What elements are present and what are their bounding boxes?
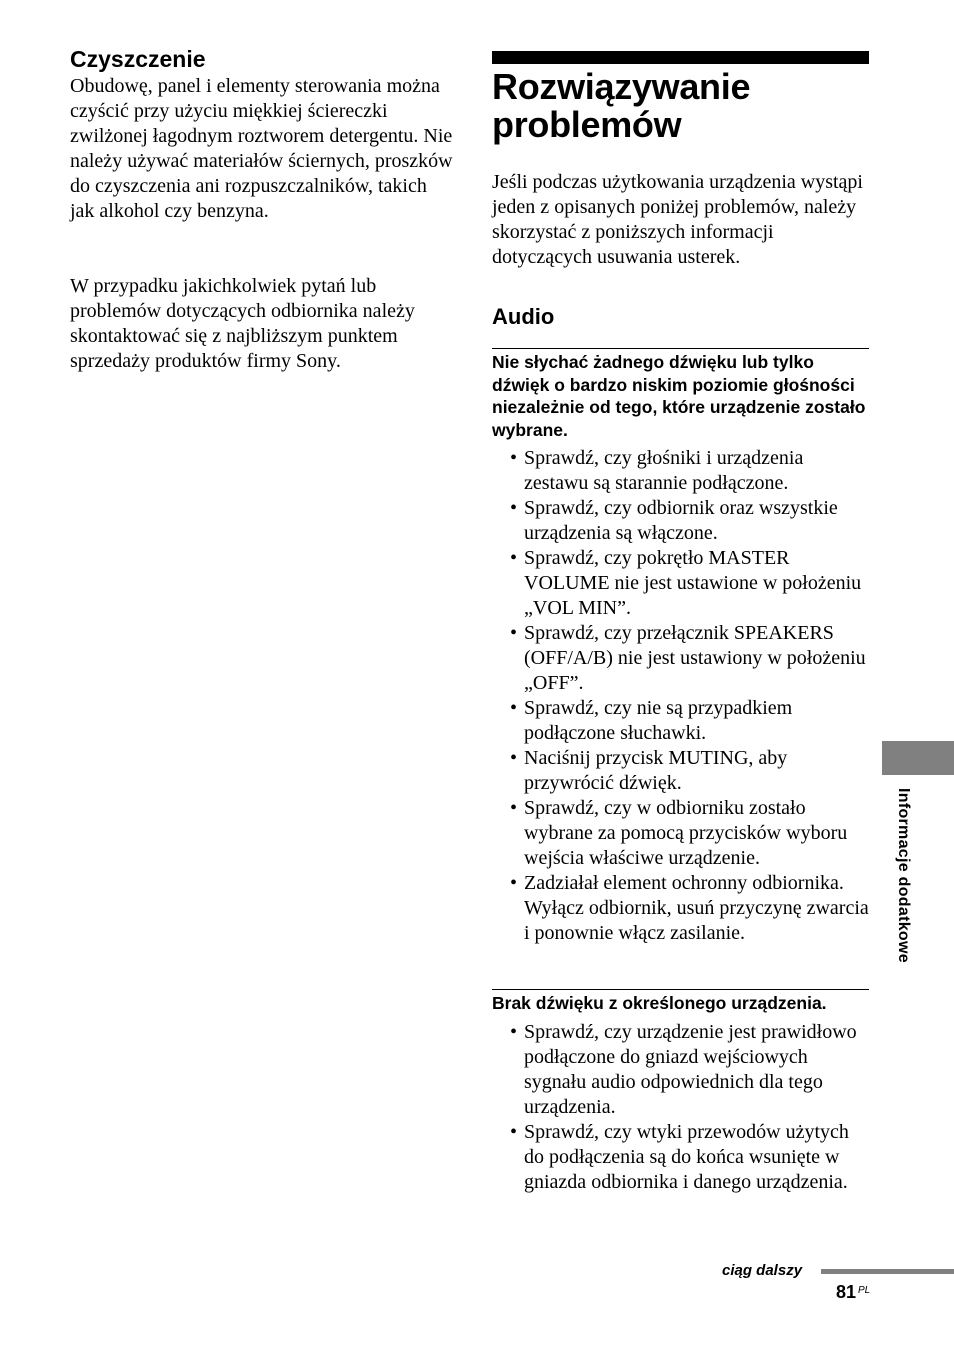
intro-paragraph: Jeśli podczas użytkowania urządzenia wystąpi jeden z opisanych poniżej problemów, należy skorzystać z poniższych informacji dotyczących usuwania usterek. <box>492 171 863 268</box>
section-heading-cleaning: Czyszczenie <box>70 46 206 72</box>
bullet-icon: • <box>510 747 518 769</box>
problem-question: Nie słychać żadnego dźwięku lub tylko dźwięk o bardzo niskim poziomie głośności niezależnie od tego, które urządzenie zostało wybrane. <box>492 352 866 440</box>
contact-paragraph: W przypadku jakichkolwiek pytań lub problemów dotyczących odbiornika należy skontaktować się z najbliższym punktem sprzedaży produktów firmy Sony. <box>70 275 415 372</box>
bullet-icon: • <box>510 872 518 894</box>
problem-section-specific-device <box>492 989 869 1195</box>
section-tab-marker <box>882 741 954 775</box>
list-item: • Sprawdź, czy odbiornik oraz wszystkie urządzenia są włączone. <box>510 497 838 544</box>
page-language-suffix: PL <box>858 1285 871 1296</box>
cleaning-paragraph: Obudowę, panel i elementy sterowania można czyścić przy użyciu miękkiej ściereczki zwilżonej łagodnym roztworem detergentu. Nie należy używać materiałów ściernych, proszków do czyszczenia ani rozpuszczalników, takich jak alkohol czy benzyna. <box>70 75 453 222</box>
subheading-audio: Audio <box>492 304 555 329</box>
list-item: • Sprawdź, czy pokrętło MASTER VOLUME nie jest ustawione w położeniu „VOL MIN”. <box>510 547 862 619</box>
page-number: 81 <box>836 1282 857 1302</box>
continued-bar-decoration <box>821 1269 954 1274</box>
continued-label: ciąg dalszy <box>722 1262 803 1279</box>
list-item: • Sprawdź, czy przełącznik SPEAKERS (OFF/A/B) nie jest ustawiony w położeniu „OFF”. <box>510 622 866 694</box>
list-item: • Sprawdź, czy nie są przypadkiem podłączone słuchawki. <box>510 697 793 744</box>
solution-list <box>492 446 869 946</box>
bullet-icon: • <box>510 622 518 644</box>
list-item: • Zadziałał element ochronny odbiornika. Wyłącz odbiornik, usuń przyczynę zwarcia i ponownie włącz zasilanie. <box>510 872 869 944</box>
bullet-icon: • <box>510 797 518 819</box>
solution-list <box>492 1020 869 1195</box>
list-item: • Sprawdź, czy głośniki i urządzenia zestawu są starannie podłączone. <box>510 447 804 494</box>
page-title-line1: Rozwiązywanie <box>492 66 751 107</box>
sidebar-section-label: Informacje dodatkowe <box>895 788 912 963</box>
bullet-icon: • <box>510 447 518 469</box>
list-item: • Naciśnij przycisk MUTING, aby przywrócić dźwięk. <box>510 747 788 794</box>
bullet-icon: • <box>510 1020 518 1043</box>
title-bar-decoration <box>492 51 869 64</box>
bullet-icon: • <box>510 697 518 719</box>
problem-section-no-sound <box>492 348 869 946</box>
page-title-line2: problemów <box>492 104 682 145</box>
list-item: • Sprawdź, czy w odbiorniku zostało wybrane za pomocą przycisków wyboru wejścia właściwe urządzenie. <box>510 797 848 869</box>
bullet-icon: • <box>510 1120 518 1143</box>
problem-question: Brak dźwięku z określonego urządzenia. <box>492 993 827 1013</box>
page-title <box>492 68 750 144</box>
bullet-icon: • <box>510 547 518 569</box>
bullet-icon: • <box>510 497 518 519</box>
list-item: • Sprawdź, czy wtyki przewodów użytych do podłączenia są do końca wsunięte w gniazda odbiornika i danego urządzenia. <box>510 1120 849 1193</box>
list-item: • Sprawdź, czy urządzenie jest prawidłowo podłączone do gniazd wejściowych sygnału audio odpowiednich dla tego urządzenia. <box>510 1020 857 1118</box>
